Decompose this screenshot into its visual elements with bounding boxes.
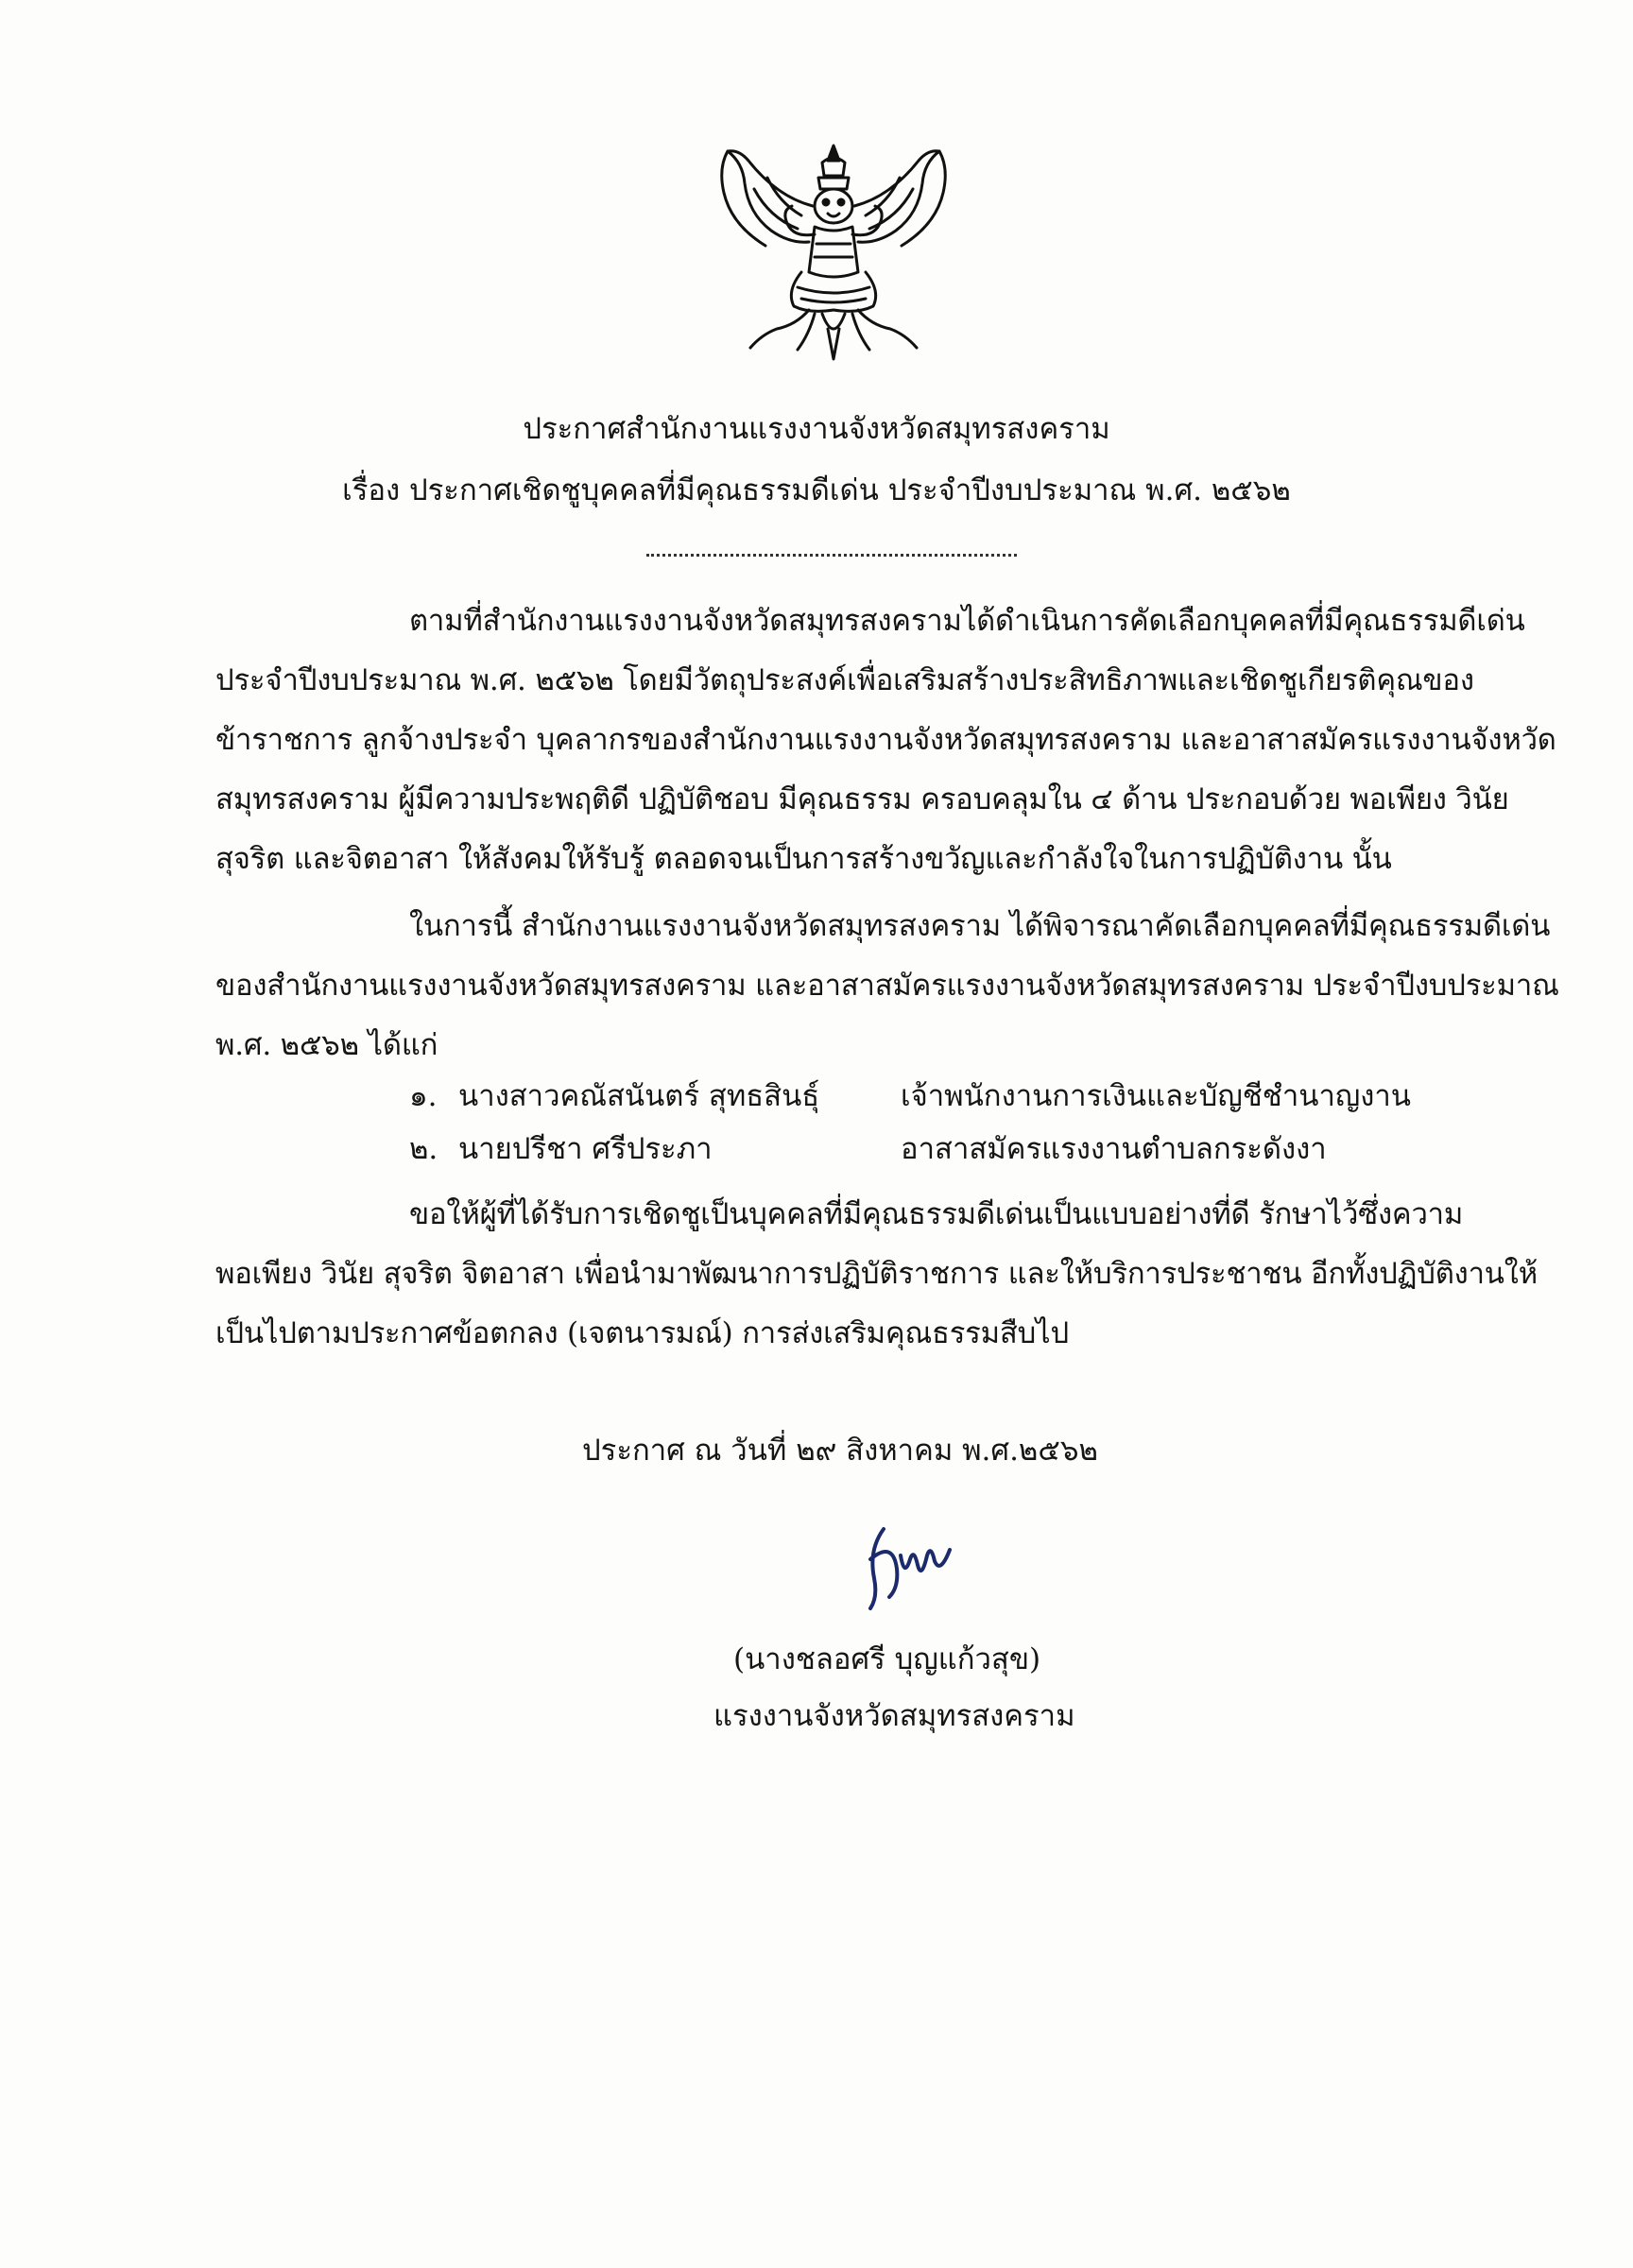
paragraph-1-line: สมุทรสงคราม ผู้มีความประพฤติดี ปฏิบัติชอบ มีคุณธรรม ครอบคลุมใน ๔ ด้าน ประกอบด้วย พอเพียง วินัย (215, 782, 1509, 816)
announcement-date: ประกาศ ณ วันที่ ๒๙ สิงหาคม พ.ศ.๒๕๖๒ (582, 1434, 1098, 1468)
garuda-emblem-icon (711, 140, 956, 365)
signatory-name: (นางชลอศรี บุญแก้วสุข) (733, 1642, 1041, 1676)
paragraph-1-line: ประจำปีงบประมาณ พ.ศ. ๒๕๖๒ โดยมีวัตถุประสงค์เพื่อเสริมสร้างประสิทธิภาพและเชิดชูเกียรติคุณของ (215, 663, 1474, 697)
awardee-number: ๒. (409, 1132, 438, 1166)
awardee-number: ๑. (409, 1079, 438, 1113)
paragraph-3-line: พอเพียง วินัย สุจริต จิตอาสา เพื่อนำมาพัฒนาการปฏิบัติราชการ และให้บริการประชาชน อีกทั้งปฏิบัติงานให้ (215, 1257, 1538, 1291)
paragraph-1-line: ข้าราชการ ลูกจ้างประจำ บุคลากรของสำนักงานแรงงานจังหวัดสมุทรสงคราม และอาสาสมัครแรงงานจังหวัด (215, 723, 1556, 757)
awardee-name: นางสาวคณัสนันตร์ สุทธสินธุ์ (458, 1079, 820, 1113)
announcement-title: ประกาศสำนักงานแรงงานจังหวัดสมุทรสงคราม (523, 412, 1110, 446)
awardee-position: เจ้าพนักงานการเงินและบัญชีชำนาญงาน (901, 1079, 1412, 1113)
paragraph-3-line: เป็นไปตามประกาศข้อตกลง (เจตนารมณ์) การส่งเสริมคุณธรรมสืบไป (215, 1316, 1069, 1350)
paragraph-2-line: พ.ศ. ๒๕๖๒ ได้แก่ (215, 1028, 438, 1062)
paragraph-1-line: สุจริต และจิตอาสา ให้สังคมให้รับรู้ ตลอดจนเป็นการสร้างขวัญและกำลังใจในการปฏิบัติงาน นั้น (215, 842, 1392, 876)
paragraph-3-line: ขอให้ผู้ที่ได้รับการเชิดชูเป็นบุคคลที่มีคุณธรรมดีเด่นเป็นแบบอย่างที่ดี รักษาไว้ซึ่งความ (409, 1197, 1464, 1231)
announcement-subject: เรื่อง ประกาศเชิดชูบุคคลที่มีคุณธรรมดีเด่น ประจำปีงบประมาณ พ.ศ. ๒๕๖๒ (342, 473, 1291, 507)
signature-icon (855, 1521, 959, 1616)
paragraph-1-line: ตามที่สำนักงานแรงงานจังหวัดสมุทรสงครามได้ดำเนินการคัดเลือกบุคคลที่มีคุณธรรมดีเด่น (409, 604, 1525, 638)
dotted-separator (646, 535, 1017, 557)
paragraph-2-line: ในการนี้ สำนักงานแรงงานจังหวัดสมุทรสงคราม ได้พิจารณาคัดเลือกบุคคลที่มีคุณธรรมดีเด่น (409, 909, 1551, 943)
paragraph-2-line: ของสำนักงานแรงงานจังหวัดสมุทรสงคราม และอาสาสมัครแรงงานจังหวัดสมุทรสงคราม ประจำปีงบประมาณ (215, 969, 1559, 1003)
awardee-position: อาสาสมัครแรงงานตำบลกระดังงา (901, 1132, 1327, 1166)
awardee-name: นายปรีชา ศรีประภา (458, 1132, 713, 1166)
signatory-title: แรงงานจังหวัดสมุทรสงคราม (713, 1699, 1075, 1733)
